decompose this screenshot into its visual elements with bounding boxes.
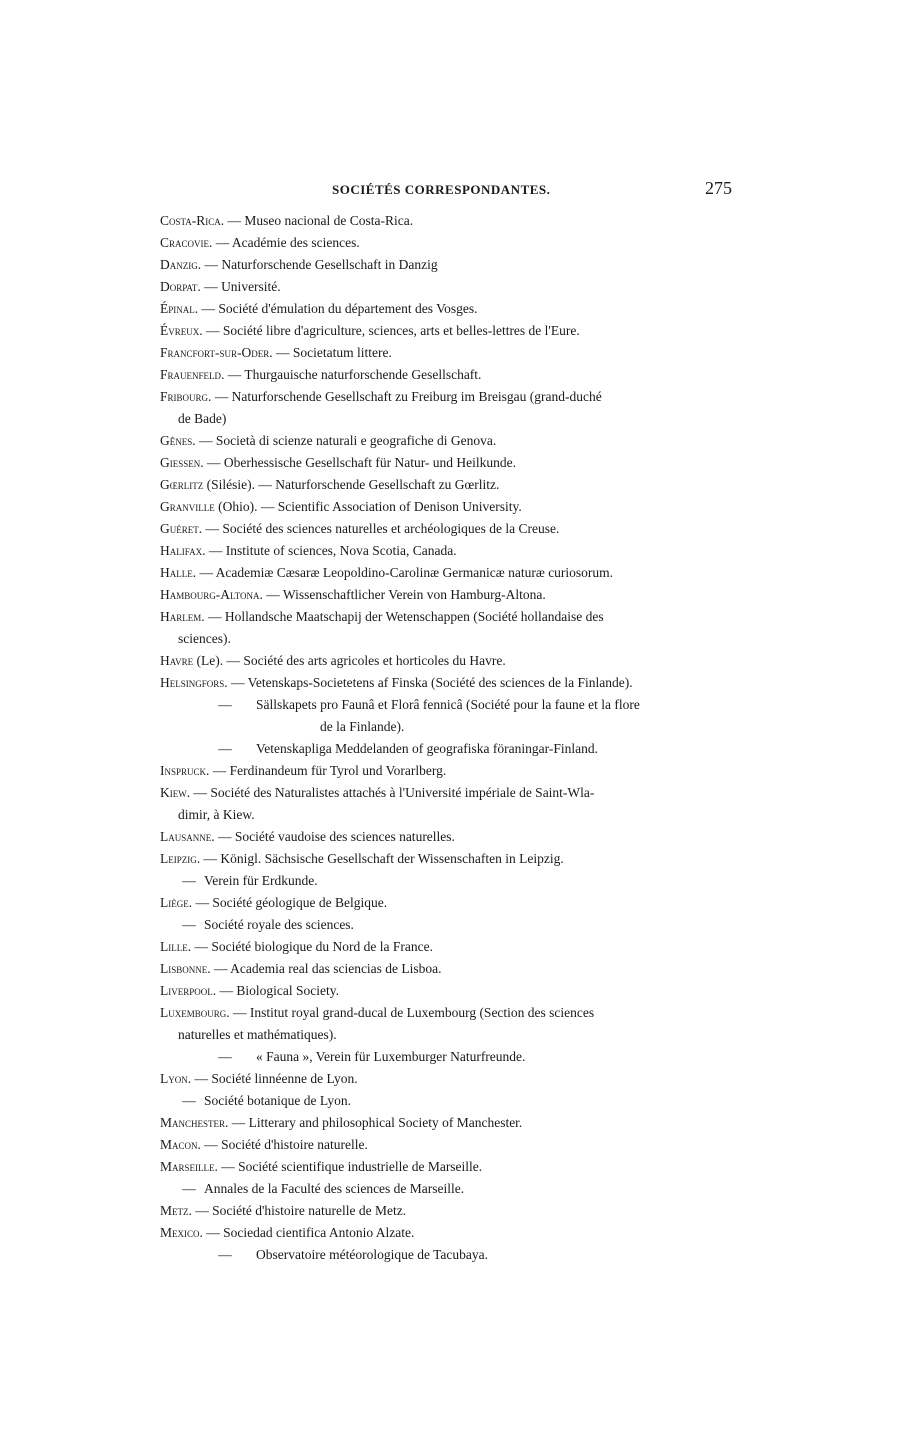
entry-place: Liège. bbox=[160, 895, 193, 910]
society-entry bbox=[160, 1156, 735, 1178]
entry-place: Mexico. bbox=[160, 1225, 203, 1240]
entry-text: — Sociedad cientifica Antonio Alzate. bbox=[202, 1225, 415, 1240]
entry-place: Évreux. bbox=[160, 323, 203, 338]
society-entry bbox=[160, 650, 735, 672]
entry-place: Liverpool. bbox=[160, 983, 217, 998]
entry-text: — Institut royal grand-ducal de Luxembourg (Section des sciences bbox=[229, 1005, 595, 1020]
entry-text: — Institute of sciences, Nova Scotia, Canada. bbox=[205, 543, 457, 558]
entry-place: Frauenfeld. bbox=[160, 367, 225, 382]
entry-text: — Naturforschende Gesellschaft in Danzig bbox=[201, 257, 438, 272]
entry-place: Helsingfors. bbox=[160, 675, 228, 690]
entry-text: Sällskapets pro Faunâ et Florâ fennicâ (Société pour la faune et la flore bbox=[256, 697, 640, 712]
page-number: 275 bbox=[705, 178, 732, 198]
entry-text: — Société d'histoire naturelle. bbox=[200, 1137, 368, 1152]
society-entry bbox=[160, 1112, 735, 1134]
society-entry bbox=[160, 562, 735, 584]
entry-place: Manchester. bbox=[160, 1115, 229, 1130]
entry-text: — Société scientifique industrielle de Marseille. bbox=[217, 1159, 483, 1174]
society-entry bbox=[160, 1178, 735, 1200]
entry-continuation: naturelles et mathématiques). bbox=[178, 1027, 337, 1042]
entry-place: Giessen. bbox=[160, 455, 204, 470]
entry-place: Cracovie. bbox=[160, 235, 213, 250]
society-entry bbox=[160, 430, 735, 452]
entry-text: — Oberhessische Gesellschaft für Natur- und Heilkunde. bbox=[203, 455, 517, 470]
society-entry bbox=[160, 342, 735, 364]
society-entry bbox=[160, 254, 735, 276]
entry-place: Luxembourg. bbox=[160, 1005, 230, 1020]
society-entry bbox=[160, 606, 735, 650]
entry-text: — Société des Naturalistes attachés à l'Université impériale de Saint-Wla- bbox=[190, 785, 595, 800]
entry-text: Société botanique de Lyon. bbox=[204, 1093, 351, 1108]
ditto-dash: — bbox=[218, 741, 232, 756]
entry-place: Francfort-sur-Oder. bbox=[160, 345, 273, 360]
entry-place: Leipzig. bbox=[160, 851, 201, 866]
entry-place: Costa-Rica. bbox=[160, 213, 225, 228]
society-entry bbox=[160, 276, 735, 298]
society-entry bbox=[160, 694, 735, 738]
entry-place: Lille. bbox=[160, 939, 192, 954]
society-entry bbox=[160, 210, 735, 232]
entry-place: Dorpat. bbox=[160, 279, 201, 294]
entry-text: — Naturforschende Gesellschaft zu Freiburg im Breisgau (grand-duché bbox=[211, 389, 602, 404]
society-entry bbox=[160, 1002, 735, 1046]
society-entry bbox=[160, 540, 735, 562]
society-entry bbox=[160, 298, 735, 320]
entry-text: — Société des sciences naturelles et archéologiques de la Creuse. bbox=[202, 521, 560, 536]
entry-continuation: dimir, à Kiew. bbox=[178, 807, 255, 822]
entry-place: Guéret. bbox=[160, 521, 203, 536]
entry-place: Gênes. bbox=[160, 433, 196, 448]
entry-text: Observatoire météorologique de Tacubaya. bbox=[256, 1247, 488, 1262]
society-entry bbox=[160, 848, 735, 870]
entry-text: (Le). — Société des arts agricoles et horticoles du Havre. bbox=[193, 653, 506, 668]
entry-place: Fribourg. bbox=[160, 389, 212, 404]
society-entry bbox=[160, 364, 735, 386]
society-entry bbox=[160, 1200, 735, 1222]
society-entry bbox=[160, 584, 735, 606]
society-entry bbox=[160, 892, 735, 914]
society-entry bbox=[160, 782, 735, 826]
society-entry bbox=[160, 958, 735, 980]
ditto-dash: — bbox=[218, 1049, 232, 1064]
ditto-dash: — bbox=[218, 1247, 232, 1262]
entry-place: Lausanne. bbox=[160, 829, 215, 844]
entry-text: — Academia real das sciencias de Lisboa. bbox=[210, 961, 442, 976]
entry-text: — Société vaudoise des sciences naturelles. bbox=[214, 829, 455, 844]
page-header bbox=[160, 178, 732, 202]
society-entry bbox=[160, 1222, 735, 1244]
entry-text: — Ferdinandeum für Tyrol und Vorarlberg. bbox=[209, 763, 447, 778]
entry-text: — Université. bbox=[200, 279, 281, 294]
society-entry bbox=[160, 474, 735, 496]
ditto-dash: — bbox=[182, 917, 196, 932]
entry-place: Hambourg-Altona. bbox=[160, 587, 263, 602]
entry-list bbox=[160, 210, 735, 1266]
entry-place: Inspruck. bbox=[160, 763, 210, 778]
entry-text: (Silésie). — Naturforschende Gesellschaft zu Gœrlitz. bbox=[203, 477, 500, 492]
entry-text: — Thurgauische naturforschende Gesellschaft. bbox=[224, 367, 482, 382]
entry-text: — Société d'émulation du département des Vosges. bbox=[198, 301, 478, 316]
society-entry bbox=[160, 914, 735, 936]
ditto-dash: — bbox=[218, 697, 232, 712]
entry-continuation: de la Finlande). bbox=[320, 719, 405, 734]
entry-place: Macon. bbox=[160, 1137, 201, 1152]
entry-text: — Société linnéenne de Lyon. bbox=[191, 1071, 358, 1086]
running-title: SOCIÉTÉS CORRESPONDANTES. bbox=[332, 182, 551, 197]
entry-text: — Académie des sciences. bbox=[212, 235, 360, 250]
entry-text: — Société géologique de Belgique. bbox=[192, 895, 388, 910]
society-entry bbox=[160, 936, 735, 958]
entry-text: — Société biologique du Nord de la France. bbox=[191, 939, 433, 954]
entry-text: — Königl. Sächsische Gesellschaft der Wissenschaften in Leipzig. bbox=[200, 851, 564, 866]
entry-text: — Academiæ Cæsaræ Leopoldino-Carolinæ Germanicæ naturæ curiosorum. bbox=[196, 565, 614, 580]
entry-place: Gœrlitz bbox=[160, 477, 204, 492]
society-entry bbox=[160, 518, 735, 540]
entry-text: — Societatum littere. bbox=[272, 345, 392, 360]
entry-text: « Fauna », Verein für Luxemburger Naturfreunde. bbox=[256, 1049, 526, 1064]
entry-text: Vetenskapliga Meddelanden of geografiska föraningar-Finland. bbox=[256, 741, 598, 756]
entry-continuation: de Bade) bbox=[178, 411, 227, 426]
entry-text: — Vetenskaps-Societetens af Finska (Société des sciences de la Finlande). bbox=[227, 675, 633, 690]
entry-continuation: sciences). bbox=[178, 631, 231, 646]
society-entry bbox=[160, 386, 735, 430]
entry-text: Verein für Erdkunde. bbox=[204, 873, 318, 888]
entry-place: Lisbonne. bbox=[160, 961, 211, 976]
society-entry bbox=[160, 672, 735, 694]
entry-place: Kiew. bbox=[160, 785, 191, 800]
society-entry bbox=[160, 1244, 735, 1266]
society-entry bbox=[160, 980, 735, 1002]
entry-text: — Société libre d'agriculture, sciences, arts et belles-lettres de l'Eure. bbox=[202, 323, 580, 338]
entry-text: — Wissenschaftlicher Verein von Hamburg-Altona. bbox=[262, 587, 546, 602]
ditto-dash: — bbox=[182, 873, 196, 888]
entry-text: Société royale des sciences. bbox=[204, 917, 354, 932]
society-entry bbox=[160, 1068, 735, 1090]
ditto-dash: — bbox=[182, 1093, 196, 1108]
entry-place: Harlem. bbox=[160, 609, 205, 624]
society-entry bbox=[160, 452, 735, 474]
society-entry bbox=[160, 496, 735, 518]
entry-text: — Biological Society. bbox=[216, 983, 339, 998]
entry-place: Lyon. bbox=[160, 1071, 192, 1086]
society-entry bbox=[160, 870, 735, 892]
entry-place: Danzig. bbox=[160, 257, 202, 272]
society-entry bbox=[160, 1046, 735, 1068]
entry-text: — Hollandsche Maatschapij der Wetenschappen (Société hollandaise des bbox=[204, 609, 604, 624]
entry-place: Épinal. bbox=[160, 301, 199, 316]
society-entry bbox=[160, 1134, 735, 1156]
society-entry bbox=[160, 738, 735, 760]
entry-place: Marseille. bbox=[160, 1159, 218, 1174]
society-entry bbox=[160, 232, 735, 254]
entry-place: Granville bbox=[160, 499, 215, 514]
society-entry bbox=[160, 826, 735, 848]
entry-place: Metz. bbox=[160, 1203, 192, 1218]
society-entry bbox=[160, 760, 735, 782]
ditto-dash: — bbox=[182, 1181, 196, 1196]
entry-text: (Ohio). — Scientific Association of Denison University. bbox=[214, 499, 522, 514]
entry-text: — Società di scienze naturali e geografiche di Genova. bbox=[195, 433, 497, 448]
entry-text: — Litterary and philosophical Society of Manchester. bbox=[228, 1115, 523, 1130]
entry-place: Havre bbox=[160, 653, 194, 668]
entry-text: — Société d'histoire naturelle de Metz. bbox=[191, 1203, 407, 1218]
entry-text: — Museo nacional de Costa-Rica. bbox=[224, 213, 414, 228]
entry-text: Annales de la Faculté des sciences de Marseille. bbox=[204, 1181, 465, 1196]
society-entry bbox=[160, 1090, 735, 1112]
entry-place: Halle. bbox=[160, 565, 197, 580]
society-entry bbox=[160, 320, 735, 342]
entry-place: Halifax. bbox=[160, 543, 206, 558]
